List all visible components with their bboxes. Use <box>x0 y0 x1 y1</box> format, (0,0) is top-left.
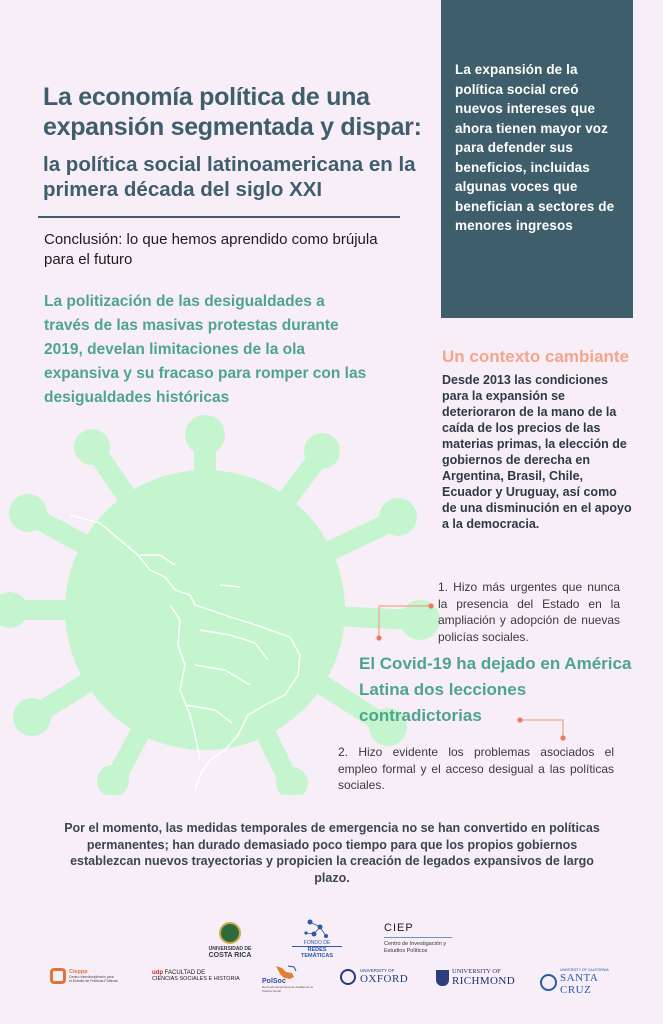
richmond-shield-icon <box>436 970 449 986</box>
closing-statement: Por el momento, las medidas temporales de emergencia no se han convertido en políticas permanentes; han durado demasiado poco tiempo para que los propios gobiernos establezcan nuevos trayectorias y propicien la creación de legados expansivos de largo plazo. <box>64 821 600 885</box>
logo-uc-santa-cruz: UNIVERSITY OF CALIFORNIA SANTA CRUZ <box>540 968 620 996</box>
title-divider <box>38 216 400 218</box>
context-body: Desde 2013 las condiciones para la expansión se deterioraron de la mano de la caída de los precios de las materias primas, la elección de gobiernos de derecha en Argentina, Brasil, Chile, Ecuador y Uruguay, así como de una disminución en el apoyo a la democracia. <box>442 373 632 531</box>
lead-statement: La politización de las desigualdades a través de las masivas protestas durante 2019, develan limitaciones de la ola expansiva y su fracaso para romper con las desigualdades históricas <box>44 293 367 406</box>
covid-lesson-2: 2. Hizo evidente los problemas asociados el empleo formal y el acceso desigual a las políticas sociales. <box>338 745 614 792</box>
logo-udp: udp FACULTAD DE CIENCIAS SOCIALES E HISTORIA <box>152 970 240 982</box>
virus-illustration <box>0 405 440 795</box>
polsoc-map-icon <box>272 964 302 980</box>
ucsc-seal-icon <box>540 974 557 991</box>
cieppp-mark-icon <box>50 968 66 984</box>
network-icon <box>302 918 332 940</box>
ucr-crest-icon <box>219 922 241 944</box>
page-title: La economía política de una expansión segmentada y dispar: <box>43 83 422 141</box>
conclusion-heading: Conclusión: lo que hemos aprendido como brújula para el futuro <box>44 231 378 268</box>
logo-fondo-redes: FONDO DE REDES TEMÁTICAS <box>292 918 342 959</box>
logo-polsoc: PolSoc Red Latinoamericana de Análisis de la Política Social <box>262 964 322 993</box>
logo-universidad-costa-rica: UNIVERSIDAD DE COSTA RICA <box>207 922 253 959</box>
highlight-box <box>441 0 633 318</box>
covid-title: El Covid-19 ha dejado en América Latina dos lecciones contradictorias <box>359 654 632 725</box>
covid-lesson-1: 1. Hizo más urgentes que nunca la presencia del Estado en la ampliación y adopción de nuevas policías sociales. <box>438 580 620 644</box>
oxford-seal-icon <box>340 969 356 985</box>
logo-ciep: CIEP Centro de Investigación y Estudios Políticos <box>384 922 464 955</box>
logo-oxford: UNIVERSITY OF OXFORD <box>340 968 420 985</box>
page-subtitle: la política social latinoamericana en la primera década del siglo XXI <box>43 153 416 201</box>
logo-richmond: UNIVERSITY OF RICHMOND <box>436 968 526 987</box>
logo-cieppp: Cieppp Centro Interdisciplinario para el Estudio de Políticas Públicas <box>50 968 120 984</box>
context-title: Un contexto cambiante <box>442 347 630 366</box>
highlight-text: La expansión de la política social creó nuevos intereses que ahora tienen mayor voz para defender sus beneficios, incluidas algunas voces que benefician a sectores de menores ingresos <box>455 62 615 233</box>
